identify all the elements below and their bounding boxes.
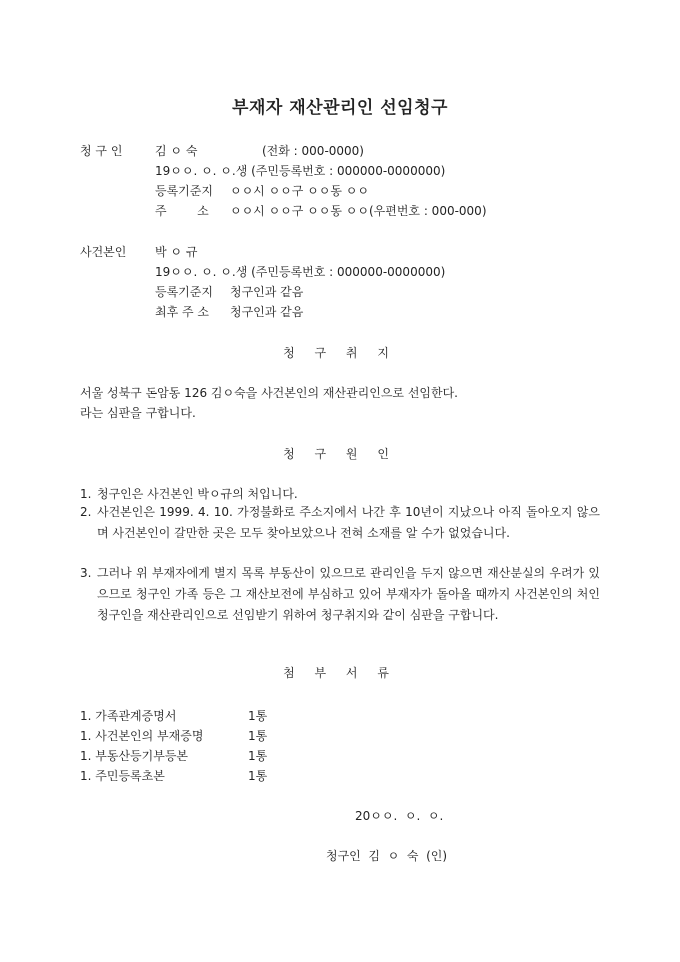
attachments-heading: 첨 부 서 류	[283, 666, 397, 680]
subject-address: 청구인과 같음	[230, 305, 304, 319]
attachment-label: 1. 사건본인의 부재증명	[80, 729, 204, 743]
cause-item-number: 1.	[80, 487, 92, 501]
subject-registry-label: 등록기준지	[155, 285, 213, 299]
claimant-birth: 19ㅇㅇ. ㅇ. ㅇ.생 (주민등록번호 : 000000-0000000)	[155, 164, 446, 178]
purpose-heading: 청 구 취 지	[283, 346, 397, 360]
attachment-count: 1통	[248, 709, 268, 723]
purpose-line-1: 서울 성북구 돈암동 126 김ㅇ숙을 사건본인의 재산관리인으로 선임한다.	[80, 386, 458, 400]
subject-registry: 청구인과 같음	[230, 285, 304, 299]
document-title: 부재자 재산관리인 선임청구	[232, 98, 448, 118]
attachment-count: 1통	[248, 769, 268, 783]
attachment-item	[80, 728, 268, 744]
attachment-item	[80, 748, 268, 764]
cause-item-text: 청구인은 사건본인 박ㅇ규의 처입니다.	[97, 487, 298, 501]
claimant-label: 청 구 인	[80, 144, 123, 158]
cause-heading: 청 구 원 인	[283, 447, 397, 461]
subject-label: 사건본인	[80, 245, 127, 259]
claimant-phone: (전화 : 000-0000)	[262, 144, 364, 158]
cause-item-number: 3.	[80, 566, 92, 580]
claimant-address: ㅇㅇ시 ㅇㅇ구 ㅇㅇ동 ㅇㅇ(우편번호 : 000-000)	[230, 204, 487, 218]
attachment-item	[80, 768, 268, 784]
attachment-count: 1통	[248, 729, 268, 743]
claimant-registry-label: 등록기준지	[155, 184, 213, 198]
cause-item-text: 사건본인은 1999. 4. 10. 가정불화로 주소지에서 나간 후 10년이 지났으나 아직 돌아오지 않으며 사건본인이 갈만한 곳은 모두 찾아보았으나 전혀 소재를 알 수가 없었습니다.	[97, 505, 600, 540]
attachment-label: 1. 부동산등기부등본	[80, 749, 189, 763]
claimant-address-label: 주 소	[155, 204, 209, 218]
subject-birth: 19ㅇㅇ. ㅇ. ㅇ.생 (주민등록번호 : 000000-0000000)	[155, 265, 446, 279]
document-date: 20ㅇㅇ. ㅇ. ㅇ.	[355, 809, 444, 823]
cause-item-text: 그러나 위 부재자에게 별지 목록 부동산이 있으므로 관리인을 두지 않으면 재산분실의 우려가 있으므로 청구인 가족 등은 그 재산보전에 부심하고 있어 부재자가 돌아올 때까지 사건본인의 처인 청구인을 재산관리인으로 선임받기 위하여 청구취지와 같이 심판을 구합니다.	[97, 566, 600, 622]
claimant-registry: ㅇㅇ시 ㅇㅇ구 ㅇㅇ동 ㅇㅇ	[230, 184, 369, 198]
attachment-label: 1. 주민등록초본	[80, 769, 165, 783]
claimant-signature: 청구인 김 ㅇ 숙 (인)	[326, 849, 448, 863]
claimant-name: 김 ㅇ 숙	[155, 144, 198, 158]
subject-name: 박 ㅇ 규	[155, 245, 198, 259]
cause-item-number: 2.	[80, 505, 92, 519]
attachment-item	[80, 708, 268, 724]
purpose-line-2: 라는 심판을 구합니다.	[80, 406, 196, 420]
attachment-count: 1통	[248, 749, 268, 763]
attachment-label: 1. 가족관계증명서	[80, 709, 177, 723]
subject-address-label: 최후 주 소	[155, 305, 209, 319]
